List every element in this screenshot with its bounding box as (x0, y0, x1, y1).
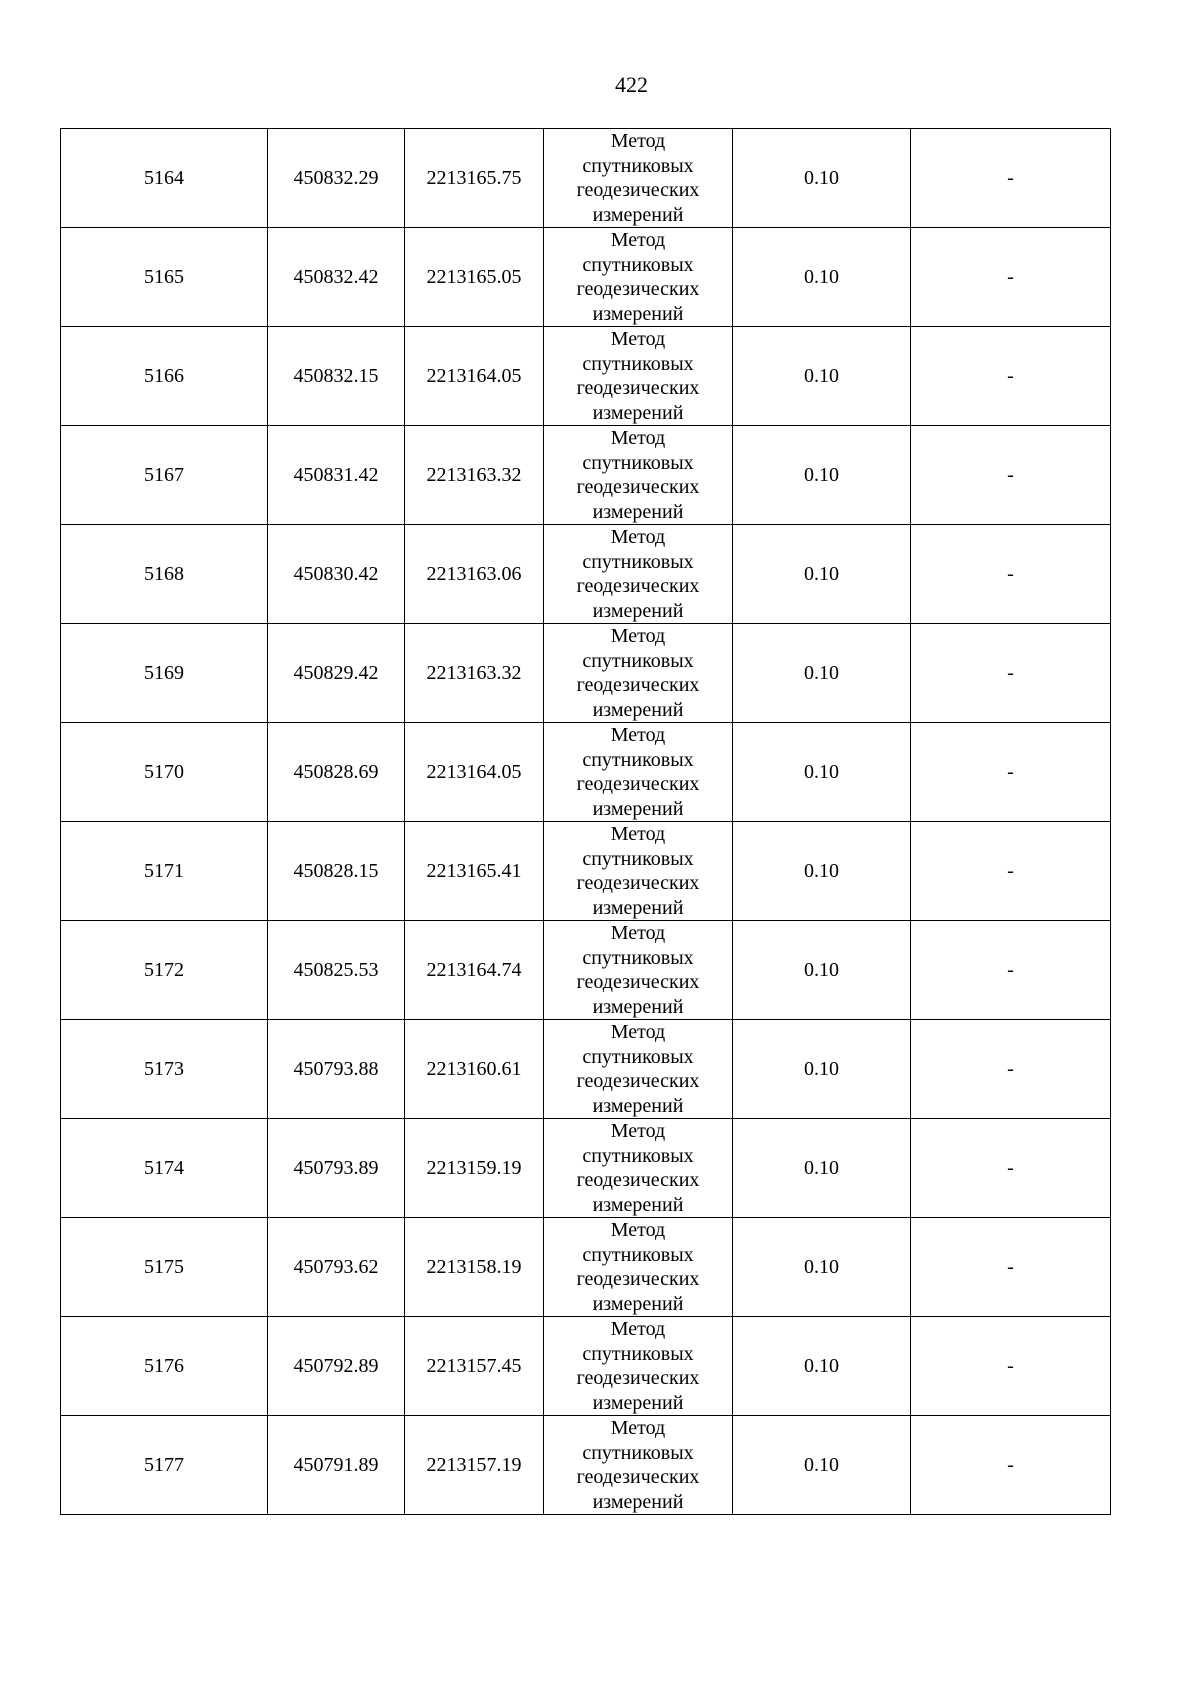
accuracy-cell: 0.10 (733, 525, 911, 624)
method-text-line: измерений (592, 302, 684, 325)
note-cell: - (911, 921, 1111, 1020)
y-coordinate-cell: 2213165.75 (405, 129, 544, 228)
point-number-cell: 5172 (61, 921, 268, 1020)
x-coordinate-cell: 450791.89 (268, 1416, 405, 1515)
y-coordinate-cell: 2213163.32 (405, 426, 544, 525)
table-row (61, 624, 1111, 723)
accuracy-cell: 0.10 (733, 921, 911, 1020)
accuracy-cell: 0.10 (733, 1119, 911, 1218)
note-cell: - (911, 525, 1111, 624)
method-text-line: измерений (592, 1391, 684, 1414)
method-cell (544, 1020, 733, 1119)
note-cell: - (911, 129, 1111, 228)
x-coordinate-cell: 450829.42 (268, 624, 405, 723)
method-text-line: Метод (610, 1417, 666, 1439)
y-coordinate-cell: 2213157.45 (405, 1317, 544, 1416)
table-row (61, 1218, 1111, 1317)
point-number-cell: 5169 (61, 624, 268, 723)
method-text-line: Метод (610, 229, 666, 251)
accuracy-cell: 0.10 (733, 822, 911, 921)
accuracy-cell: 0.10 (733, 129, 911, 228)
method-text-line: спутниковых (582, 1342, 694, 1365)
method-text-line: Метод (610, 625, 666, 647)
method-text-line: Метод (610, 1318, 666, 1340)
method-text-line: Метод (610, 427, 666, 449)
method-text-line: геодезических (576, 1268, 700, 1290)
note-cell: - (911, 822, 1111, 921)
x-coordinate-cell: 450832.29 (268, 129, 405, 228)
accuracy-cell: 0.10 (733, 228, 911, 327)
y-coordinate-cell: 2213160.61 (405, 1020, 544, 1119)
method-text-line: Метод (610, 328, 666, 350)
note-cell: - (911, 723, 1111, 822)
method-text-line: Метод (610, 1219, 666, 1241)
accuracy-cell: 0.10 (733, 1416, 911, 1515)
method-text-line: геодезических (576, 575, 700, 597)
method-text-line: геодезических (576, 773, 700, 795)
x-coordinate-cell: 450793.89 (268, 1119, 405, 1218)
method-text-line: Метод (610, 526, 666, 548)
table-row (61, 921, 1111, 1020)
accuracy-cell: 0.10 (733, 1218, 911, 1317)
y-coordinate-cell: 2213164.05 (405, 723, 544, 822)
method-text-line: геодезических (576, 278, 700, 300)
method-text-line: измерений (592, 599, 684, 622)
method-text-line: спутниковых (582, 1144, 694, 1167)
method-text-line: геодезических (576, 1367, 700, 1389)
y-coordinate-cell: 2213164.05 (405, 327, 544, 426)
method-text-line: геодезических (576, 1466, 700, 1488)
method-text-line: геодезических (576, 674, 700, 696)
x-coordinate-cell: 450832.42 (268, 228, 405, 327)
table-row (61, 723, 1111, 822)
method-text-line: измерений (592, 401, 684, 424)
y-coordinate-cell: 2213157.19 (405, 1416, 544, 1515)
table-row (61, 822, 1111, 921)
note-cell: - (911, 327, 1111, 426)
table-row (61, 129, 1111, 228)
method-cell (544, 129, 733, 228)
method-text-line: Метод (610, 1021, 666, 1043)
table-row (61, 228, 1111, 327)
method-text-line: геодезических (576, 872, 700, 894)
coordinates-table (60, 128, 1111, 1515)
point-number-cell: 5166 (61, 327, 268, 426)
method-text-line: спутниковых (582, 649, 694, 672)
note-cell: - (911, 1218, 1111, 1317)
method-text-line: геодезических (576, 179, 700, 201)
note-cell: - (911, 1020, 1111, 1119)
x-coordinate-cell: 450830.42 (268, 525, 405, 624)
y-coordinate-cell: 2213163.06 (405, 525, 544, 624)
point-number-cell: 5174 (61, 1119, 268, 1218)
method-cell (544, 624, 733, 723)
method-text-line: спутниковых (582, 154, 694, 177)
y-coordinate-cell: 2213164.74 (405, 921, 544, 1020)
method-cell (544, 1119, 733, 1218)
method-text-line: геодезических (576, 476, 700, 498)
method-text-line: Метод (610, 724, 666, 746)
note-cell: - (911, 1416, 1111, 1515)
method-cell (544, 1416, 733, 1515)
method-text-line: измерений (592, 698, 684, 721)
x-coordinate-cell: 450793.88 (268, 1020, 405, 1119)
method-text-line: спутниковых (582, 253, 694, 276)
y-coordinate-cell: 2213165.05 (405, 228, 544, 327)
point-number-cell: 5171 (61, 822, 268, 921)
table-row (61, 1317, 1111, 1416)
point-number-cell: 5164 (61, 129, 268, 228)
table-row (61, 426, 1111, 525)
point-number-cell: 5175 (61, 1218, 268, 1317)
point-number-cell: 5165 (61, 228, 268, 327)
point-number-cell: 5168 (61, 525, 268, 624)
note-cell: - (911, 228, 1111, 327)
method-text-line: геодезических (576, 377, 700, 399)
method-cell (544, 921, 733, 1020)
method-cell (544, 822, 733, 921)
method-text-line: геодезических (576, 971, 700, 993)
method-text-line: Метод (610, 823, 666, 845)
method-text-line: измерений (592, 203, 684, 226)
method-text-line: измерений (592, 797, 684, 820)
point-number-cell: 5167 (61, 426, 268, 525)
method-text-line: спутниковых (582, 1045, 694, 1068)
table-row (61, 525, 1111, 624)
table-row (61, 327, 1111, 426)
method-text-line: измерений (592, 995, 684, 1018)
x-coordinate-cell: 450793.62 (268, 1218, 405, 1317)
x-coordinate-cell: 450828.15 (268, 822, 405, 921)
note-cell: - (911, 426, 1111, 525)
method-text-line: измерений (592, 1292, 684, 1315)
x-coordinate-cell: 450825.53 (268, 921, 405, 1020)
method-text-line: спутниковых (582, 550, 694, 573)
y-coordinate-cell: 2213165.41 (405, 822, 544, 921)
method-text-line: спутниковых (582, 1243, 694, 1266)
method-text-line: спутниковых (582, 352, 694, 375)
y-coordinate-cell: 2213158.19 (405, 1218, 544, 1317)
note-cell: - (911, 1317, 1111, 1416)
accuracy-cell: 0.10 (733, 624, 911, 723)
method-cell (544, 327, 733, 426)
note-cell: - (911, 1119, 1111, 1218)
method-text-line: измерений (592, 1490, 684, 1513)
table-row (61, 1020, 1111, 1119)
table-row (61, 1119, 1111, 1218)
accuracy-cell: 0.10 (733, 723, 911, 822)
method-text-line: спутниковых (582, 748, 694, 771)
method-cell (544, 1317, 733, 1416)
method-text-line: Метод (610, 130, 666, 152)
method-cell (544, 426, 733, 525)
method-text-line: спутниковых (582, 847, 694, 870)
point-number-cell: 5170 (61, 723, 268, 822)
point-number-cell: 5177 (61, 1416, 268, 1515)
accuracy-cell: 0.10 (733, 426, 911, 525)
method-text-line: измерений (592, 1094, 684, 1117)
page-number: 422 (615, 72, 648, 97)
point-number-cell: 5173 (61, 1020, 268, 1119)
point-number-cell: 5176 (61, 1317, 268, 1416)
method-cell (544, 1218, 733, 1317)
method-text-line: геодезических (576, 1169, 700, 1191)
x-coordinate-cell: 450828.69 (268, 723, 405, 822)
method-text-line: геодезических (576, 1070, 700, 1092)
x-coordinate-cell: 450832.15 (268, 327, 405, 426)
method-text-line: спутниковых (582, 946, 694, 969)
x-coordinate-cell: 450831.42 (268, 426, 405, 525)
method-text-line: спутниковых (582, 1441, 694, 1464)
method-cell (544, 525, 733, 624)
note-cell: - (911, 624, 1111, 723)
method-text-line: измерений (592, 500, 684, 523)
accuracy-cell: 0.10 (733, 1317, 911, 1416)
y-coordinate-cell: 2213159.19 (405, 1119, 544, 1218)
method-cell (544, 228, 733, 327)
method-text-line: спутниковых (582, 451, 694, 474)
method-text-line: измерений (592, 1193, 684, 1216)
method-text-line: измерений (592, 896, 684, 919)
y-coordinate-cell: 2213163.32 (405, 624, 544, 723)
x-coordinate-cell: 450792.89 (268, 1317, 405, 1416)
table-row (61, 1416, 1111, 1515)
method-text-line: Метод (610, 1120, 666, 1142)
method-text-line: Метод (610, 922, 666, 944)
method-cell (544, 723, 733, 822)
accuracy-cell: 0.10 (733, 327, 911, 426)
table-body (61, 129, 1111, 1515)
accuracy-cell: 0.10 (733, 1020, 911, 1119)
